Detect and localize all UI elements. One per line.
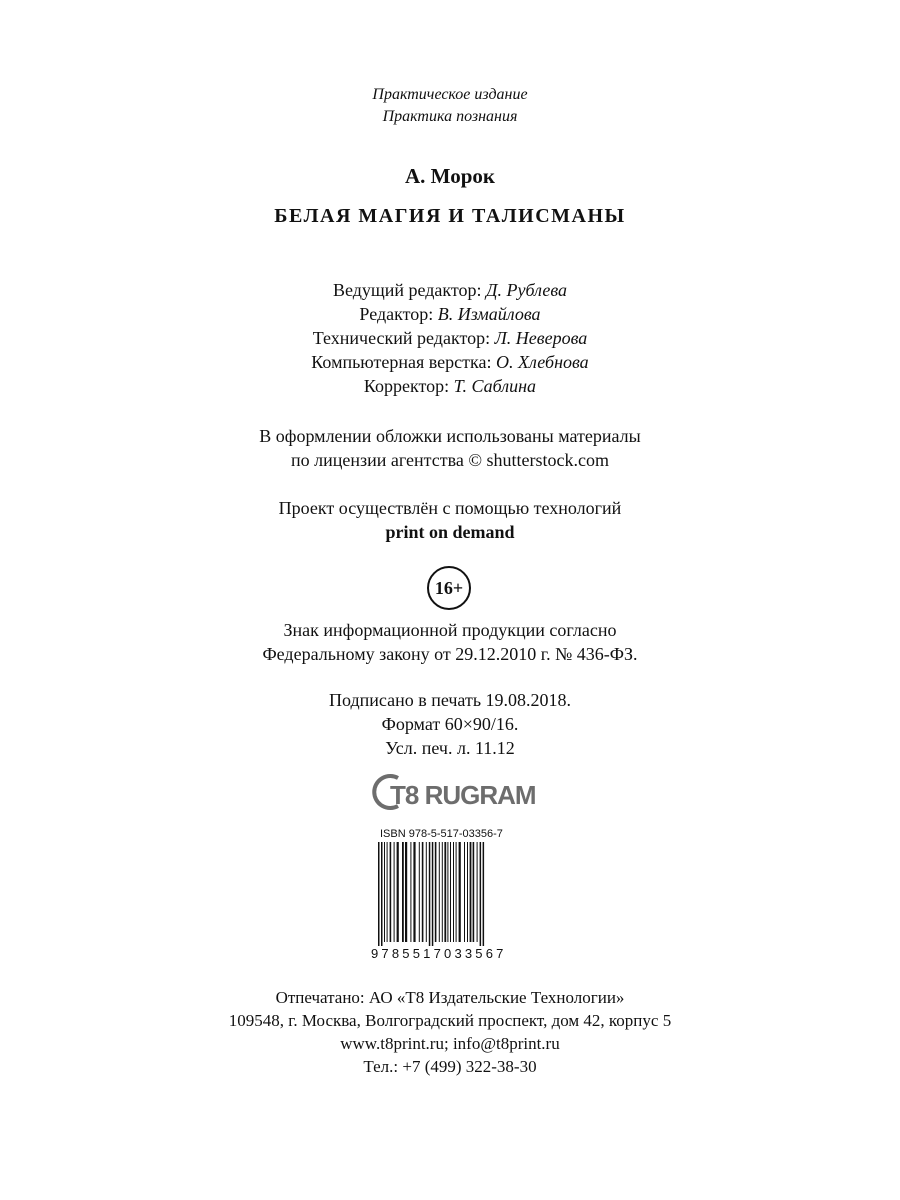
barcode-bar xyxy=(483,842,485,954)
barcode-bar xyxy=(435,842,437,942)
barcode-bar xyxy=(422,842,424,942)
barcode-number: 9785517033567 xyxy=(371,946,507,961)
barcode-bar xyxy=(426,842,427,942)
barcode-bar xyxy=(378,842,380,954)
credit-person: Л. Неверова xyxy=(494,328,588,348)
barcode-bar xyxy=(442,842,443,942)
credit-role: Ведущий редактор: xyxy=(332,280,482,300)
isbn-barcode xyxy=(370,842,530,962)
barcode-bar xyxy=(397,842,399,942)
print-sheets: Усл. печ. л. 11.12 xyxy=(385,738,515,758)
author-name: А. Морок xyxy=(405,164,495,188)
printer-info xyxy=(0,986,900,1078)
barcode-bar xyxy=(381,842,383,954)
credit-line xyxy=(0,350,900,374)
barcode-bar xyxy=(453,842,454,942)
print-info xyxy=(0,688,900,760)
credit-role: Корректор: xyxy=(363,376,450,396)
credit-line xyxy=(0,374,900,398)
credit-line xyxy=(0,326,900,350)
age-rating-badge: 16+ xyxy=(427,566,471,610)
barcode-bar xyxy=(387,842,388,942)
barcode-bar xyxy=(390,842,392,942)
printer-name: Отпечатано: АО «Т8 Издательские Технологии» xyxy=(275,988,625,1007)
barcode-digits xyxy=(370,946,530,961)
barcode-bar xyxy=(394,842,395,942)
barcode-bar xyxy=(459,842,461,942)
cover-note-line: В оформлении обложки использованы материалы xyxy=(259,426,641,446)
barcode-bar xyxy=(410,842,411,942)
pod-technology: print on demand xyxy=(385,522,515,542)
pod-note-line: Проект осуществлён с помощью технологий xyxy=(278,498,622,518)
barcode-bar xyxy=(480,842,482,954)
credits-block xyxy=(0,278,900,398)
law-note xyxy=(0,618,900,666)
publisher-logo xyxy=(368,772,538,816)
barcode-bar xyxy=(419,842,420,942)
credit-person: Д. Рублева xyxy=(486,280,568,300)
barcode-bar xyxy=(402,842,404,942)
barcode-bar xyxy=(429,842,431,954)
page-format: Формат 60×90/16. xyxy=(381,714,519,734)
credit-role: Редактор: xyxy=(359,304,434,324)
barcode-bar xyxy=(477,842,478,942)
printer-address: 109548, г. Москва, Волгоградский проспект, дом 42, корпус 5 xyxy=(228,1011,672,1030)
credit-person: В. Измайлова xyxy=(437,304,541,324)
barcode-bar xyxy=(473,842,475,942)
barcode-bar xyxy=(432,842,434,954)
cover-note-line: по лицензии агентства © shutterstock.com xyxy=(291,450,609,470)
barcode-bar xyxy=(447,842,448,942)
barcode-bar xyxy=(467,842,468,942)
isbn-label: ISBN 978-5-517-03356-7 xyxy=(380,828,503,840)
barcode-bar xyxy=(450,842,451,942)
series-name: Практика познания xyxy=(382,108,518,125)
credit-role: Технический редактор: xyxy=(312,328,491,348)
credit-person: О. Хлебнова xyxy=(495,352,589,372)
printer-web: www.t8print.ru; info@t8print.ru xyxy=(340,1034,560,1053)
credit-line xyxy=(0,278,900,302)
logo-text: T8 RUGRAM xyxy=(390,780,536,810)
series-block xyxy=(0,84,900,128)
book-title: БЕЛАЯ МАГИЯ И ТАЛИСМАНЫ xyxy=(274,205,626,227)
credit-person: Т. Саблина xyxy=(453,376,537,396)
cover-credit-note xyxy=(0,424,900,472)
barcode-bar xyxy=(470,842,472,942)
signed-date: Подписано в печать 19.08.2018. xyxy=(328,690,572,710)
barcode-bar xyxy=(413,842,415,942)
law-note-line: Знак информационной продукции согласно xyxy=(283,620,617,640)
barcode-bar xyxy=(464,842,465,942)
barcode-bar xyxy=(405,842,407,942)
credit-role: Компьютерная верстка: xyxy=(311,352,492,372)
pod-note xyxy=(0,496,900,544)
barcode-bar xyxy=(384,842,385,942)
edition-type: Практическое издание xyxy=(372,86,528,103)
printer-phone: Тел.: +7 (499) 322-38-30 xyxy=(363,1057,537,1076)
law-note-line: Федеральному закону от 29.12.2010 г. № 436-ФЗ. xyxy=(262,644,638,664)
credit-line xyxy=(0,302,900,326)
barcode-bar xyxy=(439,842,440,942)
barcode-bar xyxy=(444,842,446,942)
barcode-bar xyxy=(456,842,457,942)
